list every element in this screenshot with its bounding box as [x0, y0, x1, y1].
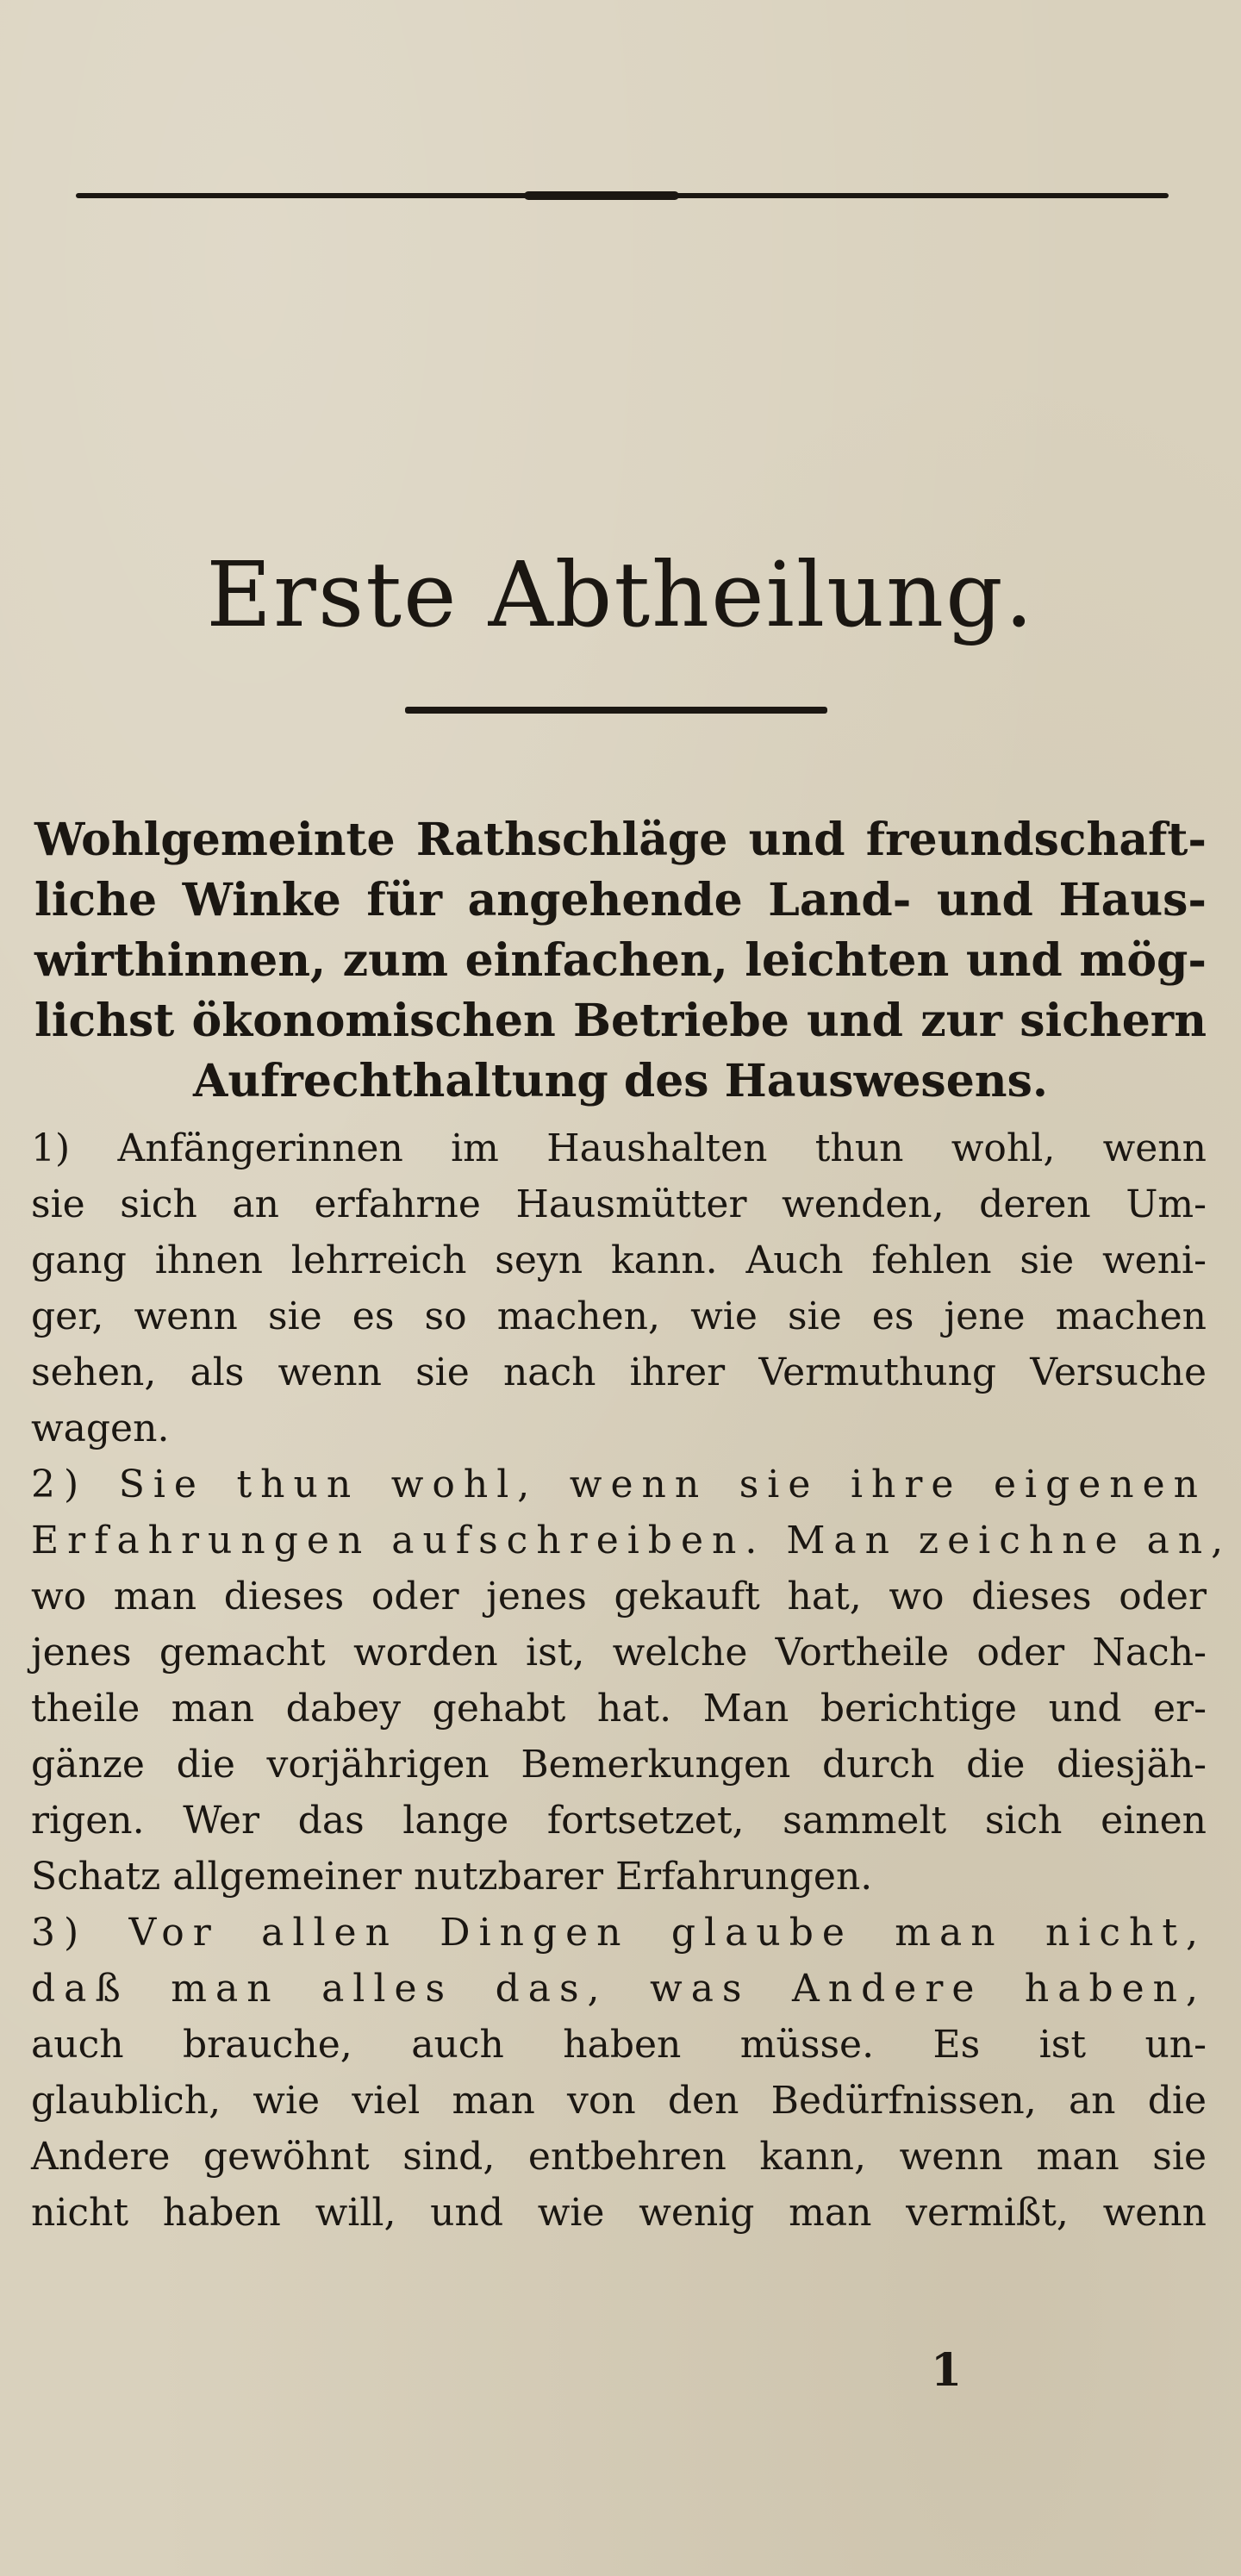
- top-ornamental-rule: [76, 193, 1169, 198]
- paragraph-3-line: Andere gewöhnt sind, entbehren kann, wenn man sie: [31, 2135, 1207, 2179]
- signature-mark: 1: [931, 2344, 963, 2397]
- paragraph-1-line: sie sich an erfahrne Hausmütter wenden, deren Um-: [31, 1182, 1207, 1226]
- intro-line: lichst ökonomischen Betriebe und zur sichern: [34, 995, 1207, 1047]
- paragraph-2-line: rigen. Wer das lange fortsetzet, sammelt sich einen: [31, 1799, 1207, 1843]
- paragraph-2-line: theile man dabey gehabt hat. Man berichtige und er-: [31, 1687, 1207, 1731]
- intro-line: wirthinnen, zum einfachen, leichten und mög-: [34, 934, 1207, 987]
- intro-line: Aufrechthaltung des Hauswesens.: [193, 1055, 1048, 1107]
- paragraph-1-line: gang ihnen lehrreich seyn kann. Auch fehlen sie weni-: [31, 1238, 1207, 1282]
- intro-heading: [34, 810, 1207, 1112]
- intro-line: liche Winke für angehende Land- und Haus-: [34, 874, 1207, 926]
- paragraph-3-line: nicht haben will, und wie wenig man vermißt, wenn: [31, 2191, 1207, 2235]
- paragraph-2-line: jenes gemacht worden ist, welche Vortheile oder Nach-: [31, 1631, 1207, 1675]
- paragraph-2-line: gänze die vorjährigen Bemerkungen durch die diesjäh-: [31, 1743, 1207, 1787]
- title-divider-rule: [405, 707, 827, 714]
- paragraph-2-line: wo man dieses oder jenes gekauft hat, wo dieses oder: [31, 1575, 1207, 1619]
- paragraph-2-line: Erfahrungen aufschreiben. Man zeichne an,: [31, 1519, 1232, 1562]
- section-title: Erste Abtheilung.: [206, 542, 1035, 647]
- paragraph-1-line: wagen.: [31, 1407, 170, 1450]
- paragraph-1-line: 1) Anfängerinnen im Haushalten thun wohl, wenn: [31, 1126, 1207, 1170]
- paragraph-3-line: 3) Vor allen Dingen glaube man nicht,: [31, 1911, 1207, 1955]
- paragraph-3-line: auch brauche, auch haben müsse. Es ist un-: [31, 2023, 1207, 2067]
- paragraph-3-line: daß man alles das, was Andere haben,: [31, 1967, 1207, 2011]
- paragraph-1-line: ger, wenn sie es so machen, wie sie es jene machen: [31, 1294, 1207, 1338]
- paragraph-2-line: Schatz allgemeiner nutzbarer Erfahrungen.: [31, 1855, 873, 1899]
- intro-line: Wohlgemeinte Rathschläge und freundschaft-: [34, 814, 1207, 866]
- paragraph-1-line: sehen, als wenn sie nach ihrer Vermuthung Versuche: [31, 1350, 1207, 1394]
- paragraph-3-line: glaublich, wie viel man von den Bedürfnissen, an die: [31, 2079, 1207, 2123]
- paragraph-2-line: 2) Sie thun wohl, wenn sie ihre eigenen: [31, 1463, 1207, 1506]
- body-text: [31, 1120, 1232, 2241]
